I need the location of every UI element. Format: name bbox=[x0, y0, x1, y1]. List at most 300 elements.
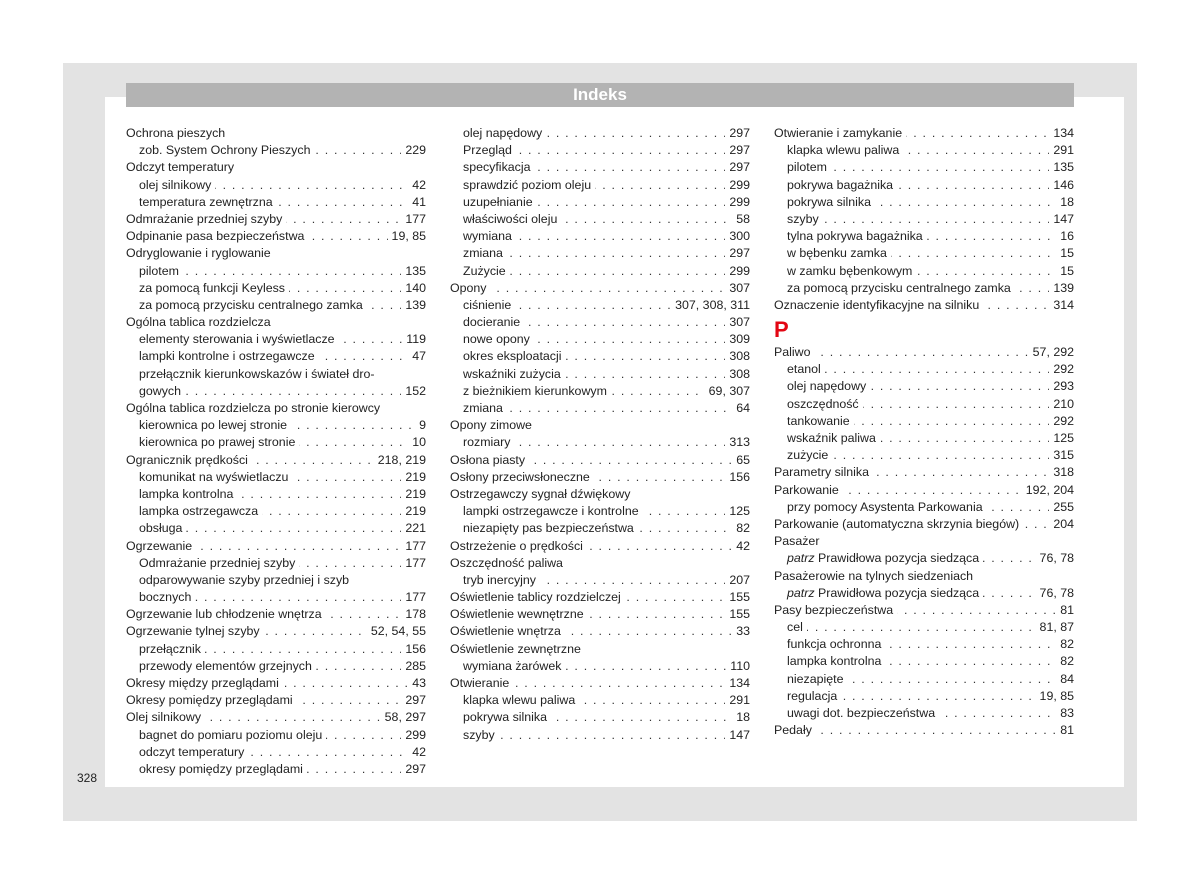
entry-page-ref: 9 bbox=[415, 417, 426, 434]
index-entry bbox=[450, 159, 750, 176]
entry-page-ref: 147 bbox=[1049, 211, 1074, 228]
entry-page-ref: 299 bbox=[725, 263, 750, 280]
entry-label: przełącznik bbox=[139, 642, 205, 656]
index-entry bbox=[126, 331, 426, 348]
entry-label: bocznych bbox=[139, 590, 195, 604]
index-entry bbox=[126, 469, 426, 486]
entry-page-ref: 152 bbox=[401, 383, 426, 400]
entry-page-ref: 19, 85 bbox=[388, 228, 426, 245]
index-entry bbox=[774, 705, 1074, 722]
entry-label: zużycie bbox=[787, 448, 832, 462]
entry-label: odczyt temperatury bbox=[139, 745, 248, 759]
index-entry bbox=[126, 125, 426, 142]
entry-label: niezapięte bbox=[787, 672, 848, 686]
index-entry bbox=[126, 314, 426, 331]
index-entry bbox=[774, 280, 1074, 297]
entry-page-ref: 292 bbox=[1049, 413, 1074, 430]
entry-label: z bieżnikiem kierunkowym bbox=[463, 384, 611, 398]
index-entry bbox=[126, 400, 426, 417]
entry-label: okresy pomiędzy przeglądami bbox=[139, 762, 307, 776]
index-entry bbox=[126, 520, 426, 537]
entry-label: szyby bbox=[787, 212, 823, 226]
index-entry bbox=[450, 589, 750, 606]
index-entry bbox=[774, 533, 1074, 550]
entry-page-ref: 155 bbox=[725, 606, 750, 623]
entry-page-ref: 309 bbox=[725, 331, 750, 348]
index-entry bbox=[774, 688, 1074, 705]
entry-page-ref: 47 bbox=[408, 348, 426, 365]
index-entry bbox=[774, 722, 1074, 739]
index-entry bbox=[126, 692, 426, 709]
entry-label: klapka wlewu paliwa bbox=[787, 143, 903, 157]
index-entry bbox=[126, 503, 426, 520]
index-entry bbox=[450, 194, 750, 211]
entry-label: cel bbox=[787, 620, 807, 634]
entry-label: wymiana żarówek bbox=[463, 659, 565, 673]
entry-page-ref: 299 bbox=[725, 194, 750, 211]
index-entry bbox=[774, 550, 1074, 567]
entry-label: Pasy bezpieczeństwa bbox=[774, 603, 897, 617]
index-entry bbox=[774, 464, 1074, 481]
entry-label: odparowywanie szyby przedniej i szyb bbox=[139, 573, 353, 587]
entry-page-ref: 15 bbox=[1056, 245, 1074, 262]
entry-label: Ostrzeżenie o prędkości bbox=[450, 539, 587, 553]
entry-page-ref: 15 bbox=[1056, 263, 1074, 280]
entry-label: temperatura zewnętrzna bbox=[139, 195, 277, 209]
entry-page-ref: 65 bbox=[732, 452, 750, 469]
index-entry bbox=[774, 344, 1074, 361]
entry-page-ref: 229 bbox=[401, 142, 426, 159]
index-entry bbox=[774, 361, 1074, 378]
entry-label: Ogranicznik prędkości bbox=[126, 453, 252, 467]
entry-label: Parametry silnika bbox=[774, 465, 873, 479]
entry-page-ref: 219 bbox=[401, 503, 426, 520]
entry-page-ref: 52, 54, 55 bbox=[367, 623, 426, 640]
index-entry bbox=[126, 245, 426, 262]
entry-label: przy pomocy Asystenta Parkowania bbox=[787, 500, 987, 514]
entry-page-ref: 19, 85 bbox=[1036, 688, 1074, 705]
index-entry bbox=[774, 396, 1074, 413]
entry-page-ref: 307 bbox=[725, 280, 750, 297]
entry-label: specyfikacja bbox=[463, 160, 535, 174]
entry-page-ref: 125 bbox=[1049, 430, 1074, 447]
entry-page-ref: 178 bbox=[401, 606, 426, 623]
entry-label: kierownica po lewej stronie bbox=[139, 418, 291, 432]
index-entry bbox=[774, 447, 1074, 464]
entry-label: pilotem bbox=[139, 264, 183, 278]
entry-label: Ogólna tablica rozdzielcza po stronie kierowcy bbox=[126, 401, 384, 415]
entry-label: Olej silnikowy bbox=[126, 710, 205, 724]
entry-label: wskaźniki zużycia bbox=[463, 367, 565, 381]
letter-heading-p: P bbox=[774, 317, 789, 343]
entry-label: okres eksploatacji bbox=[463, 349, 565, 363]
index-entry bbox=[126, 194, 426, 211]
index-entry bbox=[450, 486, 750, 503]
entry-label: nowe opony bbox=[463, 332, 534, 346]
entry-label: lampki ostrzegawcze i kontrolne bbox=[463, 504, 643, 518]
index-entry bbox=[126, 555, 426, 572]
index-entry bbox=[774, 211, 1074, 228]
entry-label: obsługa bbox=[139, 521, 186, 535]
index-entry bbox=[450, 211, 750, 228]
entry-page-ref: 299 bbox=[725, 177, 750, 194]
entry-page-ref: 135 bbox=[1049, 159, 1074, 176]
index-entry bbox=[774, 671, 1074, 688]
entry-page-ref: 125 bbox=[725, 503, 750, 520]
entry-label: przewody elementów grzejnych bbox=[139, 659, 316, 673]
entry-page-ref: 291 bbox=[1049, 142, 1074, 159]
index-entry bbox=[450, 314, 750, 331]
entry-label: Ochrona pieszych bbox=[126, 126, 229, 140]
entry-page-ref: 42 bbox=[732, 538, 750, 555]
entry-page-ref: 219 bbox=[401, 486, 426, 503]
index-entry bbox=[126, 348, 426, 365]
index-entry bbox=[450, 692, 750, 709]
entry-label: rozmiary bbox=[463, 435, 515, 449]
entry-label: wymiana bbox=[463, 229, 516, 243]
index-entry bbox=[126, 228, 426, 245]
index-entry bbox=[450, 675, 750, 692]
entry-page-ref: 308 bbox=[725, 348, 750, 365]
index-entry bbox=[450, 263, 750, 280]
entry-label: klapka wlewu paliwa bbox=[463, 693, 579, 707]
index-entry bbox=[126, 417, 426, 434]
entry-page-ref: 207 bbox=[725, 572, 750, 589]
entry-page-ref: 307, 308, 311 bbox=[671, 297, 750, 314]
index-entry bbox=[774, 297, 1074, 314]
entry-page-ref: 42 bbox=[408, 177, 426, 194]
entry-page-ref: 177 bbox=[401, 211, 426, 228]
index-entry bbox=[774, 482, 1074, 499]
entry-page-ref: 83 bbox=[1056, 705, 1074, 722]
page-title: Indeks bbox=[126, 83, 1074, 107]
entry-label: lampki kontrolne i ostrzegawcze bbox=[139, 349, 319, 363]
index-entry bbox=[126, 452, 426, 469]
entry-label: Opony bbox=[450, 281, 491, 295]
entry-label: w zamku bębenkowym bbox=[787, 264, 916, 278]
entry-label: Pasażer bbox=[774, 534, 823, 548]
entry-page-ref: 57, 292 bbox=[1029, 344, 1074, 361]
leader-dots bbox=[450, 280, 750, 297]
entry-label: olej silnikowy bbox=[139, 178, 215, 192]
index-entry bbox=[450, 727, 750, 744]
entry-label: docieranie bbox=[463, 315, 524, 329]
entry-label: Otwieranie bbox=[450, 676, 513, 690]
entry-page-ref: 76, 78 bbox=[1036, 550, 1074, 567]
index-entry bbox=[450, 366, 750, 383]
entry-label: Odpinanie pasa bezpieczeństwa bbox=[126, 229, 308, 243]
entry-label: za pomocą przycisku centralnego zamka bbox=[787, 281, 1015, 295]
entry-page-ref: 82 bbox=[1056, 653, 1074, 670]
entry-label: Okresy pomiędzy przeglądami bbox=[126, 693, 297, 707]
entry-page-ref: 43 bbox=[408, 675, 426, 692]
index-entry bbox=[450, 434, 750, 451]
entry-label: Parkowanie bbox=[774, 483, 843, 497]
entry-label: sprawdzić poziom oleju bbox=[463, 178, 595, 192]
index-entry bbox=[450, 452, 750, 469]
entry-page-ref: 147 bbox=[725, 727, 750, 744]
entry-label: bagnet do pomiaru poziomu oleju bbox=[139, 728, 326, 742]
index-entry bbox=[774, 194, 1074, 211]
index-column-3 bbox=[774, 125, 1074, 739]
index-entry bbox=[126, 675, 426, 692]
entry-page-ref: 297 bbox=[401, 692, 426, 709]
entry-label: Oświetlenie wewnętrzne bbox=[450, 607, 588, 621]
entry-label: patrz Prawidłowa pozycja siedząca bbox=[787, 586, 983, 600]
index-entry bbox=[774, 228, 1074, 245]
index-entry bbox=[450, 469, 750, 486]
entry-page-ref: 82 bbox=[1056, 636, 1074, 653]
entry-label: Osłony przeciwsłoneczne bbox=[450, 470, 594, 484]
entry-label: elementy sterowania i wyświetlacze bbox=[139, 332, 339, 346]
index-entry bbox=[450, 125, 750, 142]
index-entry bbox=[450, 709, 750, 726]
entry-page-ref: 300 bbox=[725, 228, 750, 245]
index-column-1 bbox=[126, 125, 426, 778]
index-entry bbox=[774, 378, 1074, 395]
entry-page-ref: 69, 307 bbox=[705, 383, 750, 400]
index-entry bbox=[450, 331, 750, 348]
index-entry bbox=[450, 623, 750, 640]
entry-page-ref: 135 bbox=[401, 263, 426, 280]
entry-label: Odczyt temperatury bbox=[126, 160, 238, 174]
entry-label: lampka kontrolna bbox=[787, 654, 885, 668]
index-entry bbox=[774, 568, 1074, 585]
entry-label: Otwieranie i zamykanie bbox=[774, 126, 906, 140]
index-entry bbox=[126, 159, 426, 176]
leader-dots bbox=[787, 211, 1074, 228]
entry-page-ref: 139 bbox=[1049, 280, 1074, 297]
page-number: 328 bbox=[77, 771, 98, 785]
entry-label: Przegląd bbox=[463, 143, 516, 157]
index-entry bbox=[774, 619, 1074, 636]
entry-label: Ogrzewanie lub chłodzenie wnętrza bbox=[126, 607, 326, 621]
entry-label: Oświetlenie tablicy rozdzielczej bbox=[450, 590, 625, 604]
entry-label: Odmrażanie przedniej szyby bbox=[139, 556, 299, 570]
entry-label: Ogrzewanie tylnej szyby bbox=[126, 624, 264, 638]
entry-page-ref: 177 bbox=[401, 589, 426, 606]
index-entry bbox=[774, 499, 1074, 516]
entry-label: zmiana bbox=[463, 246, 507, 260]
index-entry bbox=[450, 228, 750, 245]
entry-page-ref: 140 bbox=[401, 280, 426, 297]
entry-page-ref: 308 bbox=[725, 366, 750, 383]
entry-page-ref: 292 bbox=[1049, 361, 1074, 378]
index-entry bbox=[774, 125, 1074, 142]
index-entry bbox=[126, 623, 426, 640]
entry-page-ref: 84 bbox=[1056, 671, 1074, 688]
leader-dots bbox=[774, 722, 1074, 739]
entry-page-ref: 204 bbox=[1049, 516, 1074, 533]
entry-page-ref: 82 bbox=[732, 520, 750, 537]
entry-page-ref: 18 bbox=[732, 709, 750, 726]
index-entry bbox=[126, 606, 426, 623]
entry-label: lampka kontrolna bbox=[139, 487, 237, 501]
entry-page-ref: 291 bbox=[725, 692, 750, 709]
entry-page-ref: 76, 78 bbox=[1036, 585, 1074, 602]
index-entry bbox=[450, 555, 750, 572]
index-entry bbox=[450, 142, 750, 159]
entry-page-ref: 177 bbox=[401, 555, 426, 572]
entry-page-ref: 307 bbox=[725, 314, 750, 331]
index-entry bbox=[774, 653, 1074, 670]
entry-label: Pasażerowie na tylnych siedzeniach bbox=[774, 569, 977, 583]
index-entry bbox=[450, 538, 750, 555]
entry-page-ref: 297 bbox=[401, 761, 426, 778]
entry-page-ref: 177 bbox=[401, 538, 426, 555]
index-entry bbox=[450, 572, 750, 589]
entry-label: Oznaczenie identyfikacyjne na silniku bbox=[774, 298, 983, 312]
index-entry bbox=[450, 417, 750, 434]
entry-label: pokrywa silnika bbox=[463, 710, 551, 724]
entry-page-ref: 315 bbox=[1049, 447, 1074, 464]
index-entry bbox=[126, 297, 426, 314]
entry-label: zmiana bbox=[463, 401, 507, 415]
entry-page-ref: 314 bbox=[1049, 297, 1074, 314]
index-entry bbox=[450, 606, 750, 623]
index-entry bbox=[774, 245, 1074, 262]
entry-page-ref: 41 bbox=[408, 194, 426, 211]
entry-page-ref: 297 bbox=[725, 125, 750, 142]
entry-label: kierownica po prawej stronie bbox=[139, 435, 299, 449]
entry-label: gowych bbox=[139, 384, 185, 398]
entry-label: właściwości oleju bbox=[463, 212, 561, 226]
index-entry bbox=[774, 636, 1074, 653]
entry-label: olej napędowy bbox=[787, 379, 870, 393]
index-entry bbox=[126, 280, 426, 297]
entry-label: regulacja bbox=[787, 689, 841, 703]
entry-label: etanol bbox=[787, 362, 825, 376]
index-entry bbox=[126, 263, 426, 280]
entry-label: tylna pokrywa bagażnika bbox=[787, 229, 927, 243]
index-entry bbox=[774, 177, 1074, 194]
index-entry bbox=[774, 142, 1074, 159]
entry-label: Zużycie bbox=[463, 264, 510, 278]
index-entry bbox=[126, 641, 426, 658]
entry-page-ref: 285 bbox=[401, 658, 426, 675]
index-entry bbox=[450, 658, 750, 675]
entry-label: Ogrzewanie bbox=[126, 539, 196, 553]
entry-page-ref: 139 bbox=[401, 297, 426, 314]
entry-label: patrz Prawidłowa pozycja siedząca bbox=[787, 551, 983, 565]
index-entry bbox=[774, 585, 1074, 602]
entry-page-ref: 210 bbox=[1049, 396, 1074, 413]
entry-label: Odryglowanie i ryglowanie bbox=[126, 246, 275, 260]
index-column-2 bbox=[450, 125, 750, 744]
entry-label: tankowanie bbox=[787, 414, 854, 428]
index-entry bbox=[450, 641, 750, 658]
index-entry bbox=[450, 280, 750, 297]
index-entry bbox=[126, 658, 426, 675]
entry-page-ref: 42 bbox=[408, 744, 426, 761]
index-entry bbox=[126, 761, 426, 778]
index-entry bbox=[126, 709, 426, 726]
entry-label: Oświetlenie zewnętrzne bbox=[450, 642, 585, 656]
entry-page-ref: 18 bbox=[1056, 194, 1074, 211]
index-entry bbox=[450, 383, 750, 400]
entry-page-ref: 110 bbox=[726, 658, 750, 675]
index-entry bbox=[450, 348, 750, 365]
entry-page-ref: 255 bbox=[1049, 499, 1074, 516]
entry-label: zob. System Ochrony Pieszych bbox=[139, 143, 314, 157]
index-entry bbox=[126, 727, 426, 744]
index-entry bbox=[126, 177, 426, 194]
entry-label: wskaźnik paliwa bbox=[787, 431, 880, 445]
entry-label: uwagi dot. bezpieczeństwa bbox=[787, 706, 939, 720]
entry-label: uzupełnianie bbox=[463, 195, 537, 209]
index-entry bbox=[126, 142, 426, 159]
index-entry bbox=[126, 744, 426, 761]
entry-page-ref: 81, 87 bbox=[1036, 619, 1074, 636]
entry-page-ref: 313 bbox=[725, 434, 750, 451]
index-entry bbox=[774, 159, 1074, 176]
index-entry bbox=[126, 366, 426, 383]
entry-page-ref: 58, 297 bbox=[381, 709, 426, 726]
entry-page-ref: 218, 219 bbox=[374, 452, 426, 469]
entry-label: Oświetlenie wnętrza bbox=[450, 624, 565, 638]
entry-label: pokrywa silnika bbox=[787, 195, 875, 209]
entry-label: Odmrażanie przedniej szyby bbox=[126, 212, 286, 226]
entry-label: za pomocą funkcji Keyless bbox=[139, 281, 289, 295]
entry-page-ref: 58 bbox=[732, 211, 750, 228]
entry-page-ref: 10 bbox=[408, 434, 426, 451]
entry-page-ref: 33 bbox=[732, 623, 750, 640]
entry-label: funkcja ochronna bbox=[787, 637, 885, 651]
entry-label: olej napędowy bbox=[463, 126, 546, 140]
entry-label: pilotem bbox=[787, 160, 831, 174]
index-entry bbox=[126, 538, 426, 555]
index-entry bbox=[450, 297, 750, 314]
entry-page-ref: 297 bbox=[725, 159, 750, 176]
entry-page-ref: 293 bbox=[1049, 378, 1074, 395]
entry-page-ref: 192, 204 bbox=[1022, 482, 1074, 499]
index-entry bbox=[450, 503, 750, 520]
index-entry bbox=[774, 430, 1074, 447]
index-entry bbox=[774, 263, 1074, 280]
leader-dots bbox=[463, 727, 750, 744]
entry-page-ref: 299 bbox=[401, 727, 426, 744]
entry-label: Ogólna tablica rozdzielcza bbox=[126, 315, 275, 329]
entry-label: pokrywa bagażnika bbox=[787, 178, 897, 192]
entry-page-ref: 16 bbox=[1056, 228, 1074, 245]
leader-dots bbox=[787, 361, 1074, 378]
index-entry bbox=[774, 413, 1074, 430]
entry-page-ref: 155 bbox=[725, 589, 750, 606]
index-entry bbox=[450, 520, 750, 537]
entry-label: Oszczędność paliwa bbox=[450, 556, 567, 570]
entry-page-ref: 156 bbox=[725, 469, 750, 486]
index-entry bbox=[450, 400, 750, 417]
entry-page-ref: 134 bbox=[1049, 125, 1074, 142]
entry-label: lampka ostrzegawcza bbox=[139, 504, 262, 518]
entry-page-ref: 81 bbox=[1056, 602, 1074, 619]
index-entry bbox=[126, 589, 426, 606]
entry-page-ref: 64 bbox=[732, 400, 750, 417]
entry-page-ref: 219 bbox=[401, 469, 426, 486]
entry-page-ref: 156 bbox=[401, 641, 426, 658]
entry-page-ref: 297 bbox=[725, 142, 750, 159]
index-entry bbox=[774, 516, 1074, 533]
index-entry bbox=[126, 211, 426, 228]
entry-page-ref: 81 bbox=[1056, 722, 1074, 739]
entry-page-ref: 297 bbox=[725, 245, 750, 262]
entry-label: niezapięty pas bezpieczeństwa bbox=[463, 521, 638, 535]
entry-label: tryb inercyjny bbox=[463, 573, 540, 587]
entry-label: za pomocą przycisku centralnego zamka bbox=[139, 298, 367, 312]
entry-label: Okresy między przeglądami bbox=[126, 676, 283, 690]
entry-label: w bębenku zamka bbox=[787, 246, 891, 260]
entry-page-ref: 119 bbox=[402, 331, 426, 348]
